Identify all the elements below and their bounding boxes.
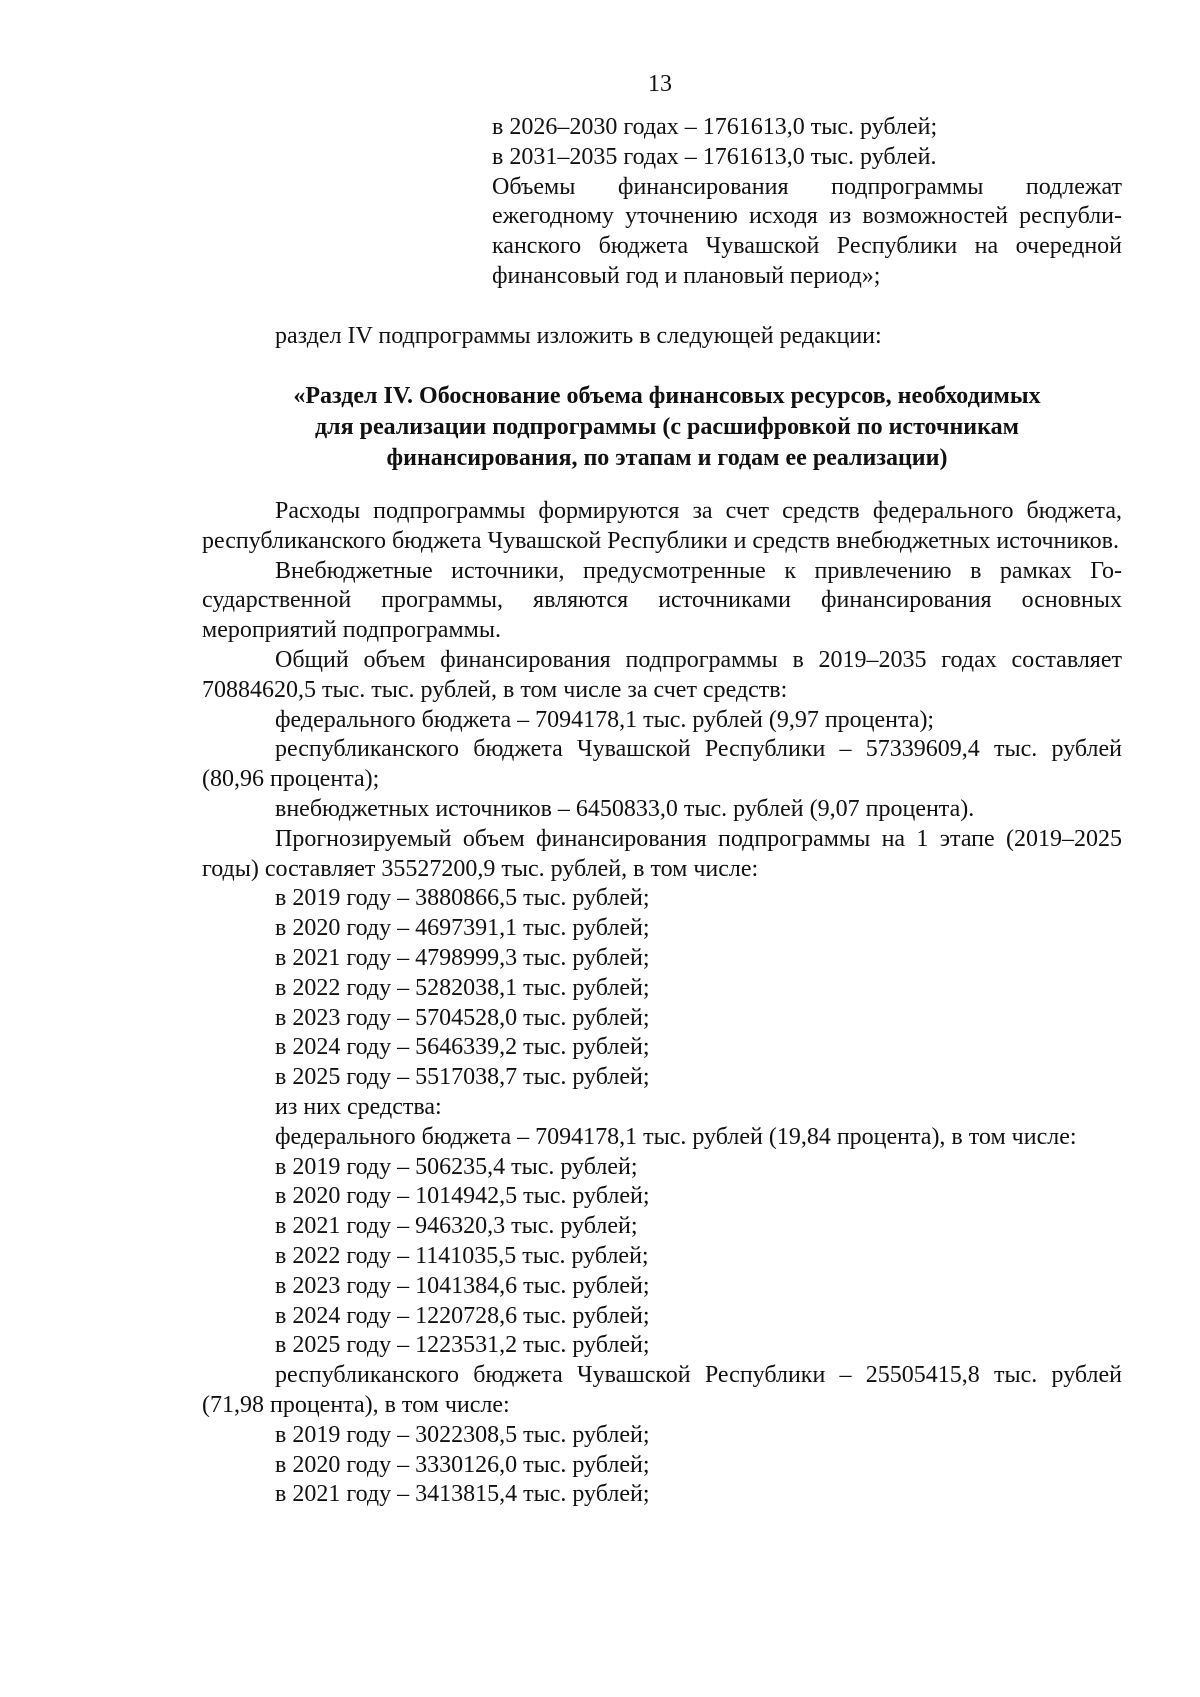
stage1-year-list-item: в 2020 году – 4697391,1 тыс. рублей;	[275, 915, 650, 942]
funding-line-2026-2030: в 2026–2030 годах – 1761613,0 тыс. рублей;	[492, 114, 938, 140]
federal-year-list-item: в 2024 году – 1220728,6 тыс. рублей;	[275, 1302, 650, 1329]
funding-summary-block	[492, 113, 1122, 292]
section-body	[202, 497, 1122, 1510]
amendment-intro: раздел IV подпрограммы изложить в следующей редакции:	[275, 323, 882, 349]
total-offbudget: внебюджетных источников – 6450833,0 тыс. рублей (9,07 процента).	[275, 795, 975, 822]
stage1-year-list-item: в 2023 году – 5704528,0 тыс. рублей;	[275, 1004, 650, 1031]
page-number: 13	[648, 71, 672, 97]
federal-year-list-item: в 2023 году – 1041384,6 тыс. рублей;	[275, 1272, 650, 1299]
federal-year-list-item: в 2025 году – 1223531,2 тыс. рублей;	[275, 1332, 650, 1359]
funding-note: Объемы финансирования подпрограммы подлежат ежегодному уточнению исходя из возможностей республиканского бюджета Чувашской Республики на очередной финансовый год и плановый период»;	[492, 173, 1122, 289]
stage1-year-list-item: в 2022 году – 5282038,1 тыс. рублей;	[275, 974, 650, 1001]
section-title-line-3: финансирования, по этапам и годам ее реализации)	[386, 445, 948, 471]
total-federal: федерального бюджета – 7094178,1 тыс. рублей (9,97 процента);	[275, 706, 935, 733]
republic-year-list-item: в 2020 году – 3330126,0 тыс. рублей;	[275, 1451, 650, 1478]
federal-stage1: федерального бюджета – 7094178,1 тыс. рублей (19,84 процента), в том числе:	[275, 1123, 1077, 1150]
federal-year-list-item: в 2020 году – 1014942,5 тыс. рублей;	[275, 1183, 650, 1210]
federal-year-list-item: в 2022 году – 1141035,5 тыс. рублей;	[275, 1242, 649, 1269]
federal-year-list-item: в 2021 году – 946320,3 тыс. рублей;	[275, 1213, 638, 1240]
republic-year-list-item: в 2021 году – 3413815,4 тыс. рублей;	[275, 1481, 650, 1508]
section-title-line-2: для реализации подпрограммы (с расшифровкой по источникам	[315, 414, 1019, 440]
republic-stage1: республиканского бюджета Чувашской Республики – 25505415,8 тыс. рублей (71,98 процента), в том числе:	[202, 1362, 1122, 1418]
republic-year-list-item: в 2019 году – 3022308,5 тыс. рублей;	[275, 1421, 650, 1448]
paragraph-stage1: Прогнозируемый объем финансирования подпрограммы на 1 этапе (2019–2025 годы) составляет 35527200,9 тыс. рублей, в том числе:	[202, 825, 1122, 882]
paragraph-total: Общий объем финансирования подпрограммы в 2019–2035 годах составляет 70884620,5 тыс. тыс. рублей, в том числе за счет средств:	[202, 646, 1122, 703]
funding-line-2031-2035: в 2031–2035 годах – 1761613,0 тыс. рублей.	[492, 143, 937, 170]
of-them-label: из них средства:	[275, 1093, 442, 1120]
section-title	[202, 381, 1132, 474]
stage1-year-list-item: в 2025 году – 5517038,7 тыс. рублей;	[275, 1064, 650, 1091]
stage1-year-list-item: в 2019 году – 3880866,5 тыс. рублей;	[275, 885, 650, 912]
total-republic: республиканского бюджета Чувашской Республики – 57339609,4 тыс. рублей (80,96 процента);	[202, 736, 1122, 793]
section-title-line-1: «Раздел IV. Обоснование объема финансовых ресурсов, необходимых	[293, 383, 1041, 409]
paragraph-sources: Расходы подпрограммы формируются за счет средств федерального бюджета, республиканского бюджета Чувашской Республики и средств внебюджетных источников.	[202, 498, 1122, 554]
paragraph-offbudget: Внебюджетные источники, предусмотренные к привлечению в рамках Государственной программы, являются источниками финансирования основных мероприятий подпрограммы.	[202, 557, 1122, 644]
stage1-year-list-item: в 2024 году – 5646339,2 тыс. рублей;	[275, 1034, 650, 1061]
federal-year-list-item: в 2019 году – 506235,4 тыс. рублей;	[275, 1153, 638, 1180]
stage1-year-list-item: в 2021 году – 4798999,3 тыс. рублей;	[275, 944, 650, 971]
